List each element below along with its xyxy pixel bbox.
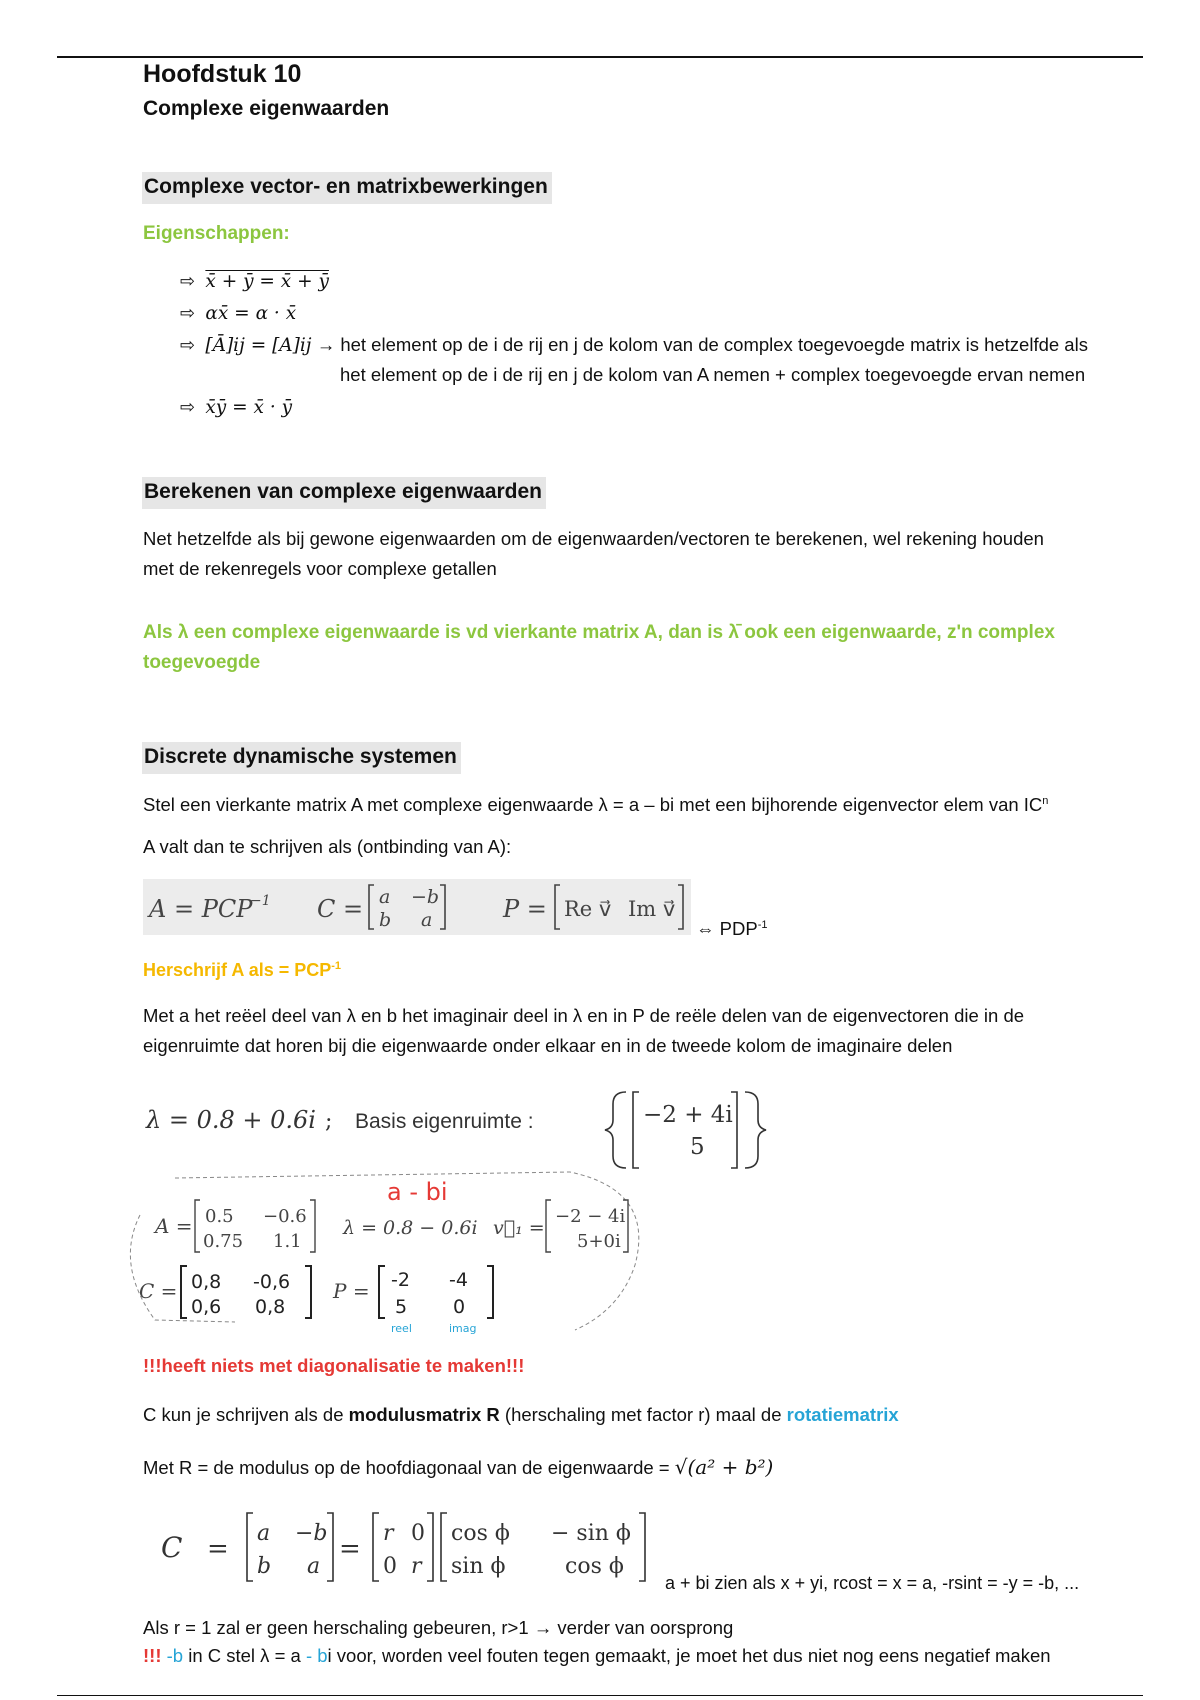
matrix-bracket [373,1513,379,1581]
rewrite-label: Herschrijf A als = $PCP^{-1}$ [143,960,342,980]
svg-text:a: a [307,1554,321,1579]
svg-text:C: C [161,1531,183,1564]
svg-text:Im v⃗: Im v⃗ [628,897,676,921]
svg-text:a: a [421,909,433,931]
svg-text:P =: P = [333,1279,370,1303]
double-arrow-right-icon: ⇨ [180,335,196,356]
svg-text:−2 + 4i: −2 + 4i [643,1102,733,1128]
arrow-right-icon: → [316,334,336,355]
svg-text:b: b [257,1554,272,1579]
svg-text:b: b [379,909,392,931]
handwritten-note: a - bi [387,1178,448,1206]
matrix-bracket [678,885,683,929]
svg-text:-2: -2 [391,1269,410,1291]
modulus-rotation-sentence: C kun je schrijven als de modulusmatrix R (herschaling met factor r) maal de rotatiematrix [143,1404,899,1425]
chapter-subtitle: Complexe eigenwaarden [143,97,390,120]
decomposition-formula [143,879,691,935]
svg-text:−b: −b [411,886,440,908]
svg-text:5: 5 [690,1134,705,1160]
lhs-formula: A = PCP [149,895,253,923]
svg-text:=: = [207,1534,229,1564]
svg-text:λ = 0.8 − 0.6i: λ = 0.8 − 0.6i [343,1217,478,1239]
matrix-bracket [379,1266,385,1318]
svg-text:−0.6: −0.6 [263,1206,307,1227]
rotation-matrix-term: rotatiematrix [786,1404,899,1425]
property-list [180,266,1088,424]
svg-text:5: 5 [395,1296,408,1318]
svg-text:0: 0 [383,1554,397,1579]
svg-text:P =: P = [503,895,547,923]
svg-text:5+0i: 5+0i [577,1231,621,1252]
double-arrow-right-icon: ⇨ [180,271,196,292]
formula-note: a + bi zien als x + yi, rcost = x = a, -rsint = -y = -b, ... [665,1573,1080,1593]
decomposition-formula-box [143,879,691,935]
matrix-bracket [195,1200,200,1252]
property-item: ⇨ x̄ + ȳ = x̄ + ȳ [180,271,329,292]
pdp-equivalence: ⇔ $PDP^{-1}$ [696,918,768,940]
matrix-bracket [310,1200,315,1252]
svg-text:Re v⃗: Re v⃗ [564,897,612,921]
section-heading-discrete-systems: Discrete dynamische systemen [142,742,461,774]
matrix-bracket [181,1266,187,1318]
svg-text:=: = [339,1534,361,1564]
matrix-bracket [441,1513,447,1581]
matrix-bracket [247,1513,253,1581]
svg-text:a: a [379,886,391,908]
properties-label: Eigenschappen: [143,223,290,244]
example-lambda: λ = 0.8 + 0.6i [146,1106,316,1134]
svg-text:0.5: 0.5 [205,1206,234,1227]
matrix-bracket [639,1513,645,1581]
matrix-bracket [440,885,445,929]
bottom-rule [57,1695,1143,1696]
top-rule [57,56,1143,58]
svg-text:-4: -4 [449,1269,468,1291]
diagonalisation-warning: !!!heeft niets met diagonalisatie te maken!!! [143,1355,525,1376]
property-note-continued: het element op de i de rij en j de kolom van A nemen + complex toegevoegde ervan nemen [340,364,1086,385]
set-brace [745,1092,766,1168]
matrix-bracket [487,1266,493,1318]
svg-text:0: 0 [453,1296,466,1318]
svg-text:−2 − 4i: −2 − 4i [555,1206,626,1227]
matrix-bracket [369,885,374,929]
matrix-bracket [427,1513,433,1581]
double-arrow-right-icon: ⇨ [180,303,196,324]
matrix-bracket [327,1513,333,1581]
rotation-decomposition-formula [155,1505,665,1590]
svg-text:Basis eigenruimte :: Basis eigenruimte : [355,1110,534,1133]
modulus-formula: √(a² + b²) [674,1455,774,1479]
svg-text:sin ϕ: sin ϕ [451,1554,506,1579]
svg-text:r: r [411,1554,422,1579]
svg-text:0: 0 [411,1521,425,1546]
decomposition-intro: A valt dan te schrijven als (ontbinding van A): [143,836,512,857]
property-item: ⇨ x̄ȳ = x̄ · ȳ [180,397,293,418]
section2-paragraph: Net hetzelfde als bij gewone eigenwaarden om de eigenwaarden/vectoren te berekenen, wel rekening houden met de rekenregels voor complexe getallen [143,528,1044,579]
scaling-note: Als r = 1 zal er geen herschaling gebeuren, r>1 → verder van oorsprong [143,1617,734,1638]
matrix-bracket [546,1200,551,1252]
svg-text:1.1: 1.1 [273,1231,302,1252]
svg-text:−1: −1 [250,893,271,909]
svg-text:-0,6: -0,6 [253,1271,291,1293]
svg-text:;: ; [325,1109,333,1134]
property-item: ⇨ αx̄ = α · x̄ [180,303,297,324]
section-heading-complex-eigenvalues: Berekenen van complexe eigenwaarden [142,477,546,509]
svg-text:0,6: 0,6 [191,1296,222,1318]
svg-text:cos ϕ: cos ϕ [565,1554,624,1579]
svg-text:0,8: 0,8 [191,1271,222,1293]
svg-text:C =: C = [139,1279,178,1303]
sign-warning: !!! -b in C stel λ = a - bi voor, worden veel fouten tegen gemaakt, je moet het dus niet nog eens negatief maken [143,1645,1051,1666]
svg-text:A =: A = [155,1214,193,1238]
svg-text:0,8: 0,8 [255,1296,286,1318]
section-heading-vector-matrix: Complexe vector- en matrixbewerkingen [142,172,552,204]
svg-text:0.75: 0.75 [203,1231,244,1252]
svg-text:a: a [257,1521,271,1546]
example-eigenvalue-line [143,1082,783,1177]
conjugate-eigenvalue-rule: Als λ een complexe eigenwaarde is vd vierkante matrix A, dan is λ̄ ook een eigenwaarde, z'n complex toegevoegde [143,622,1055,673]
matrix-bracket [305,1266,311,1318]
modulus-definition: Met R = de modulus op de hoofdiagonaal van de eigenwaarde = √(a² + b²) [143,1455,774,1479]
property-item: ⇨ [Ā]ij = [A]ij → het element op de i de rij en j de kolom van de complex toegevoegde matrix is hetzelfde als [180,334,1088,356]
section3-intro-line: Stel een vierkante matrix A met complexe eigenwaarde λ = a – bi met een bijhorende eigenvector elem van $IC^n$ [143,794,1049,816]
matrix-bracket [555,885,560,929]
svg-text:v⃗₁ =: v⃗₁ = [493,1217,545,1239]
handwritten-imag-label: imag [449,1322,477,1335]
set-brace [605,1092,626,1168]
double-arrow-right-icon: ⇨ [180,397,196,418]
worked-example [115,1170,675,1345]
svg-text:−b: −b [295,1521,328,1546]
svg-text:cos ϕ: cos ϕ [451,1521,510,1546]
explanation-paragraph: Met a het reëel deel van λ en b het imaginair deel in λ en in P de reële delen van de eigenvectoren die in de eigenruimte dat horen bij die eigenwaarde onder elkaar en in de tweede kolom de imaginaire delen [143,1005,1025,1056]
svg-text:C =: C = [317,895,364,923]
svg-text:r: r [383,1521,394,1546]
matrix-bracket [633,1092,639,1168]
svg-text:− sin ϕ: − sin ϕ [551,1521,631,1546]
chapter-title: Hoofdstuk 10 [143,60,302,88]
handwritten-real-label: reel [391,1322,412,1335]
